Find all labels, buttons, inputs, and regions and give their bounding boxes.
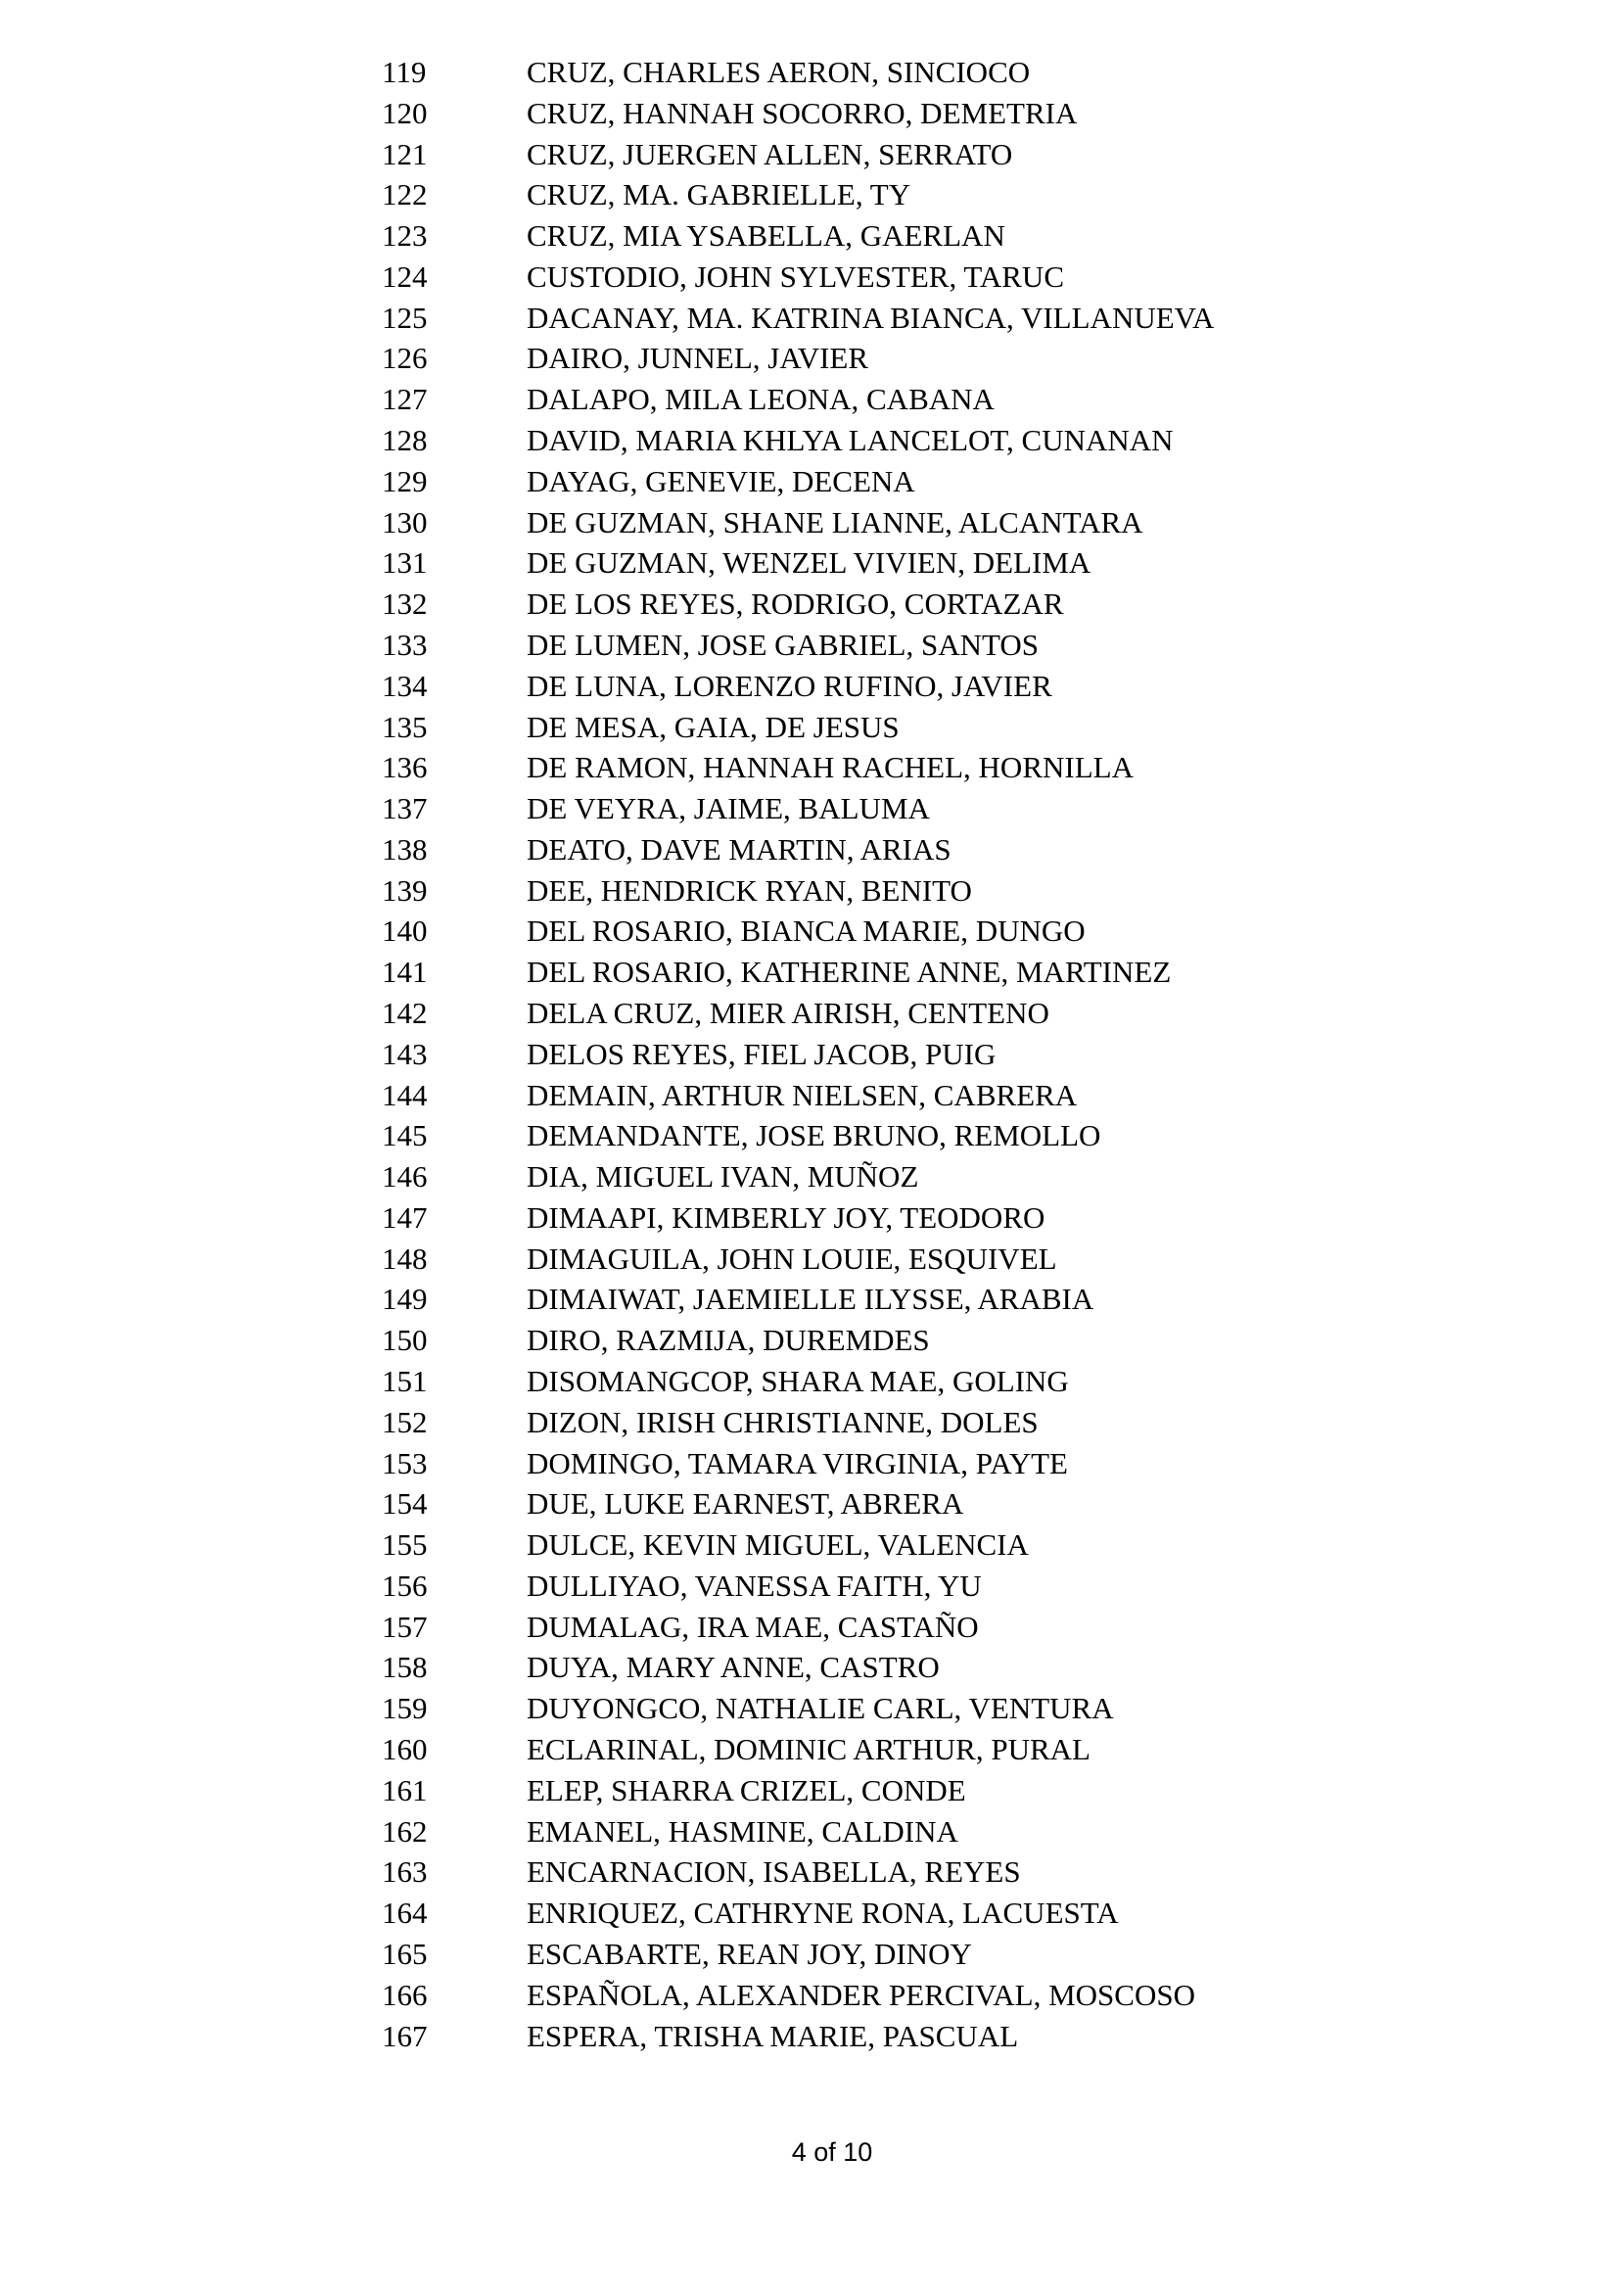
row-name: DEMANDANTE, JOSE BRUNO, REMOLLO: [527, 1118, 1101, 1153]
row-number: 138: [382, 831, 428, 867]
row-name: DE LUMEN, JOSE GABRIEL, SANTOS: [527, 627, 1040, 662]
row-number: 137: [382, 791, 428, 826]
row-name: DAIRO, JUNNEL, JAVIER: [527, 341, 869, 376]
list-item: [0, 1075, 1214, 1116]
row-number: 134: [382, 668, 428, 703]
row-name: DALAPO, MILA LEONA, CABANA: [527, 382, 995, 417]
row-number: 125: [382, 300, 428, 335]
list-item: [0, 298, 1214, 339]
row-name: ESPERA, TRISHA MARIE, PASCUAL: [527, 2018, 1019, 2053]
list-item: [0, 1239, 1214, 1280]
row-name: ESPAÑOLA, ALEXANDER PERCIVAL, MOSCOSO: [527, 1977, 1195, 2012]
row-number: 123: [382, 218, 428, 254]
row-name: DEMAIN, ARTHUR NIELSEN, CABRERA: [527, 1077, 1078, 1112]
list-item: [0, 1197, 1214, 1239]
list-item: [0, 788, 1214, 829]
row-number: 151: [382, 1364, 428, 1398]
row-number: 163: [382, 1854, 428, 1890]
list-item: [0, 93, 1214, 134]
row-name: EMANEL, HASMINE, CALDINA: [527, 1813, 958, 1849]
list-item: [0, 1770, 1214, 1811]
row-name: DAVID, MARIA KHLYA LANCELOT, CUNANAN: [527, 423, 1174, 458]
list-item: [0, 1729, 1214, 1770]
row-number: 145: [382, 1118, 428, 1153]
list-item: [0, 257, 1214, 298]
list-item: [0, 1156, 1214, 1197]
list-item: [0, 502, 1214, 543]
list-item: [0, 1647, 1214, 1688]
row-name: ELEP, SHARRA CRIZEL, CONDE: [527, 1772, 966, 1807]
row-number: 127: [382, 382, 428, 417]
row-name: DELA CRUZ, MIER AIRISH, CENTENO: [527, 995, 1049, 1030]
row-name: DIMAIWAT, JAEMIELLE ILYSSE, ARABIA: [527, 1282, 1094, 1317]
row-name: DE GUZMAN, SHANE LIANNE, ALCANTARA: [527, 504, 1143, 539]
row-name: DOMINGO, TAMARA VIRGINIA, PAYTE: [527, 1445, 1068, 1480]
row-number: 144: [382, 1077, 428, 1112]
row-name: DE LOS REYES, RODRIGO, CORTAZAR: [527, 586, 1064, 622]
list-item: [0, 1607, 1214, 1648]
list-item: [0, 1115, 1214, 1156]
list-item: [0, 215, 1214, 257]
list-item: [0, 747, 1214, 788]
row-name: DIMAGUILA, JOHN LOUIE, ESQUIVEL: [527, 1241, 1057, 1276]
row-number: 135: [382, 709, 428, 744]
name-list: [0, 52, 1214, 2056]
list-item: [0, 584, 1214, 625]
row-name: CRUZ, MA. GABRIELLE, TY: [527, 177, 911, 212]
list-item: [0, 1934, 1214, 1975]
row-name: DEE, HENDRICK RYAN, BENITO: [527, 872, 972, 908]
row-number: 143: [382, 1036, 428, 1071]
row-number: 141: [382, 955, 428, 990]
row-number: 147: [382, 1199, 428, 1235]
row-name: ESCABARTE, REAN JOY, DINOY: [527, 1936, 972, 1971]
row-name: DUYA, MARY ANNE, CASTRO: [527, 1650, 940, 1685]
row-name: CRUZ, JUERGEN ALLEN, SERRATO: [527, 136, 1013, 171]
list-item: [0, 52, 1214, 93]
row-name: CRUZ, HANNAH SOCORRO, DEMETRIA: [527, 95, 1078, 130]
row-name: DEATO, DAVE MARTIN, ARIAS: [527, 831, 951, 867]
list-item: [0, 993, 1214, 1034]
row-name: DE MESA, GAIA, DE JESUS: [527, 709, 900, 744]
row-name: DEL ROSARIO, BIANCA MARIE, DUNGO: [527, 914, 1086, 949]
row-number: 159: [382, 1691, 428, 1726]
row-number: 150: [382, 1323, 428, 1358]
row-name: DE LUNA, LORENZO RUFINO, JAVIER: [527, 668, 1052, 703]
list-item: [0, 829, 1214, 870]
list-item: [0, 1566, 1214, 1607]
row-number: 162: [382, 1813, 428, 1849]
row-name: CUSTODIO, JOHN SYLVESTER, TARUC: [527, 258, 1064, 294]
list-item: [0, 1688, 1214, 1729]
row-name: DISOMANGCOP, SHARA MAE, GOLING: [527, 1364, 1069, 1398]
row-number: 124: [382, 258, 428, 294]
list-item: [0, 1851, 1214, 1893]
row-name: ECLARINAL, DOMINIC ARTHUR, PURAL: [527, 1732, 1090, 1767]
row-number: 148: [382, 1241, 428, 1276]
row-number: 149: [382, 1282, 428, 1317]
row-number: 166: [382, 1977, 428, 2012]
list-item: [0, 1361, 1214, 1402]
row-number: 155: [382, 1527, 428, 1563]
row-name: DUYONGCO, NATHALIE CARL, VENTURA: [527, 1691, 1114, 1726]
list-item: [0, 1279, 1214, 1320]
row-number: 140: [382, 914, 428, 949]
row-number: 139: [382, 872, 428, 908]
row-number: 130: [382, 504, 428, 539]
row-name: DUE, LUKE EARNEST, ABRERA: [527, 1486, 964, 1522]
row-name: DULCE, KEVIN MIGUEL, VALENCIA: [527, 1527, 1029, 1563]
row-number: 128: [382, 423, 428, 458]
row-name: DE GUZMAN, WENZEL VIVIEN, DELIMA: [527, 545, 1091, 581]
list-item: [0, 542, 1214, 584]
row-number: 142: [382, 995, 428, 1030]
row-number: 121: [382, 136, 428, 171]
list-item: [0, 1402, 1214, 1443]
list-item: [0, 1811, 1214, 1852]
row-number: 133: [382, 627, 428, 662]
row-number: 126: [382, 341, 428, 376]
list-item: [0, 666, 1214, 707]
row-number: 132: [382, 586, 428, 622]
row-number: 165: [382, 1936, 428, 1971]
list-item: [0, 379, 1214, 420]
list-item: [0, 1483, 1214, 1524]
list-item: [0, 1320, 1214, 1361]
row-number: 122: [382, 177, 428, 212]
row-number: 154: [382, 1486, 428, 1522]
row-name: DIZON, IRISH CHRISTIANNE, DOLES: [527, 1404, 1039, 1439]
row-name: DAYAG, GENEVIE, DECENA: [527, 463, 915, 498]
row-name: DEL ROSARIO, KATHERINE ANNE, MARTINEZ: [527, 955, 1172, 990]
row-name: DE VEYRA, JAIME, BALUMA: [527, 791, 930, 826]
row-name: CRUZ, CHARLES AERON, SINCIOCO: [527, 55, 1031, 89]
list-item: [0, 1893, 1214, 1934]
row-number: 156: [382, 1568, 428, 1603]
row-name: ENCARNACION, ISABELLA, REYES: [527, 1854, 1021, 1890]
list-item: [0, 134, 1214, 175]
list-item: [0, 461, 1214, 502]
list-item: [0, 707, 1214, 748]
row-name: ENRIQUEZ, CATHRYNE RONA, LACUESTA: [527, 1896, 1119, 1931]
list-item: [0, 1443, 1214, 1484]
row-name: DIRO, RAZMIJA, DUREMDES: [527, 1323, 930, 1358]
list-item: [0, 1034, 1214, 1075]
row-number: 164: [382, 1896, 428, 1931]
row-name: DELOS REYES, FIEL JACOB, PUIG: [527, 1036, 997, 1071]
list-item: [0, 952, 1214, 993]
row-name: DULLIYAO, VANESSA FAITH, YU: [527, 1568, 982, 1603]
row-number: 153: [382, 1445, 428, 1480]
row-number: 146: [382, 1159, 428, 1195]
list-item: [0, 174, 1214, 215]
row-number: 161: [382, 1772, 428, 1807]
row-name: DIMAAPI, KIMBERLY JOY, TEODORO: [527, 1199, 1045, 1235]
row-number: 129: [382, 463, 428, 498]
row-number: 119: [382, 55, 427, 89]
row-number: 158: [382, 1650, 428, 1685]
row-number: 131: [382, 545, 428, 581]
row-number: 157: [382, 1609, 428, 1644]
row-number: 136: [382, 750, 428, 785]
list-item: [0, 625, 1214, 666]
list-item: [0, 911, 1214, 952]
list-item: [0, 338, 1214, 379]
row-number: 152: [382, 1404, 428, 1439]
row-name: DUMALAG, IRA MAE, CASTAÑO: [527, 1609, 979, 1644]
row-number: 167: [382, 2018, 428, 2053]
row-number: 120: [382, 95, 428, 130]
row-name: DACANAY, MA. KATRINA BIANCA, VILLANUEVA: [527, 300, 1215, 335]
row-name: CRUZ, MIA YSABELLA, GAERLAN: [527, 218, 1005, 254]
list-item: [0, 1524, 1214, 1566]
row-name: DE RAMON, HANNAH RACHEL, HORNILLA: [527, 750, 1134, 785]
page-number: 4 of 10: [791, 2137, 873, 2167]
row-name: DIA, MIGUEL IVAN, MUÑOZ: [527, 1159, 919, 1195]
list-item: [0, 2016, 1214, 2057]
row-number: 160: [382, 1732, 428, 1767]
list-item: [0, 420, 1214, 461]
list-item: [0, 1975, 1214, 2016]
list-item: [0, 870, 1214, 912]
